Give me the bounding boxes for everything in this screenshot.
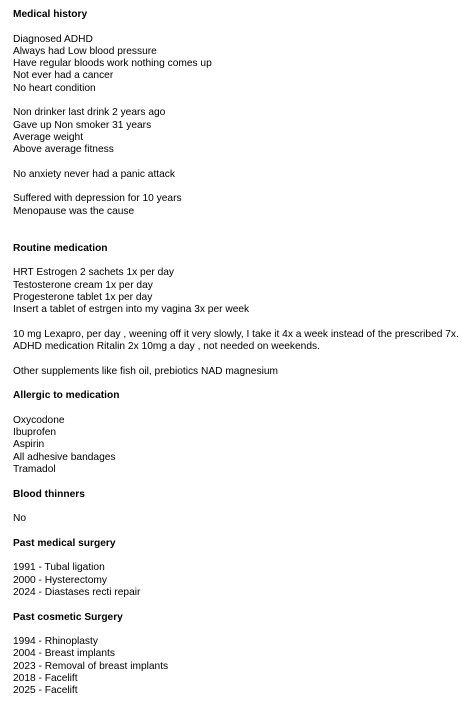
list-item: 2000 - Hysterectomy [13,574,107,586]
text-line: Average weight [13,131,84,143]
section-heading-past-cosmetic-surgery: Past cosmetic Surgery [13,611,123,623]
list-item: Oxycodone [13,414,65,426]
text-line: Progesterone tablet 1x per day [13,291,153,303]
section-heading-blood-thinners: Blood thinners [13,488,85,500]
text-line: Insert a tablet of estrgen into my vagina 3x per week [13,304,250,316]
list-item: 2023 - Removal of breast implants [13,660,169,672]
text-line: ADHD medication Ritalin 2x 10mg a day , not needed on weekends. [13,341,320,353]
text-line: Not ever had a cancer [13,70,114,82]
section-heading-medical-history: Medical history [13,9,88,20]
list-item: Ibuprofen [13,427,57,439]
list-item: 1991 - Tubal ligation [13,562,105,574]
section-heading-allergic: Allergic to medication [13,390,120,402]
text-line: Testosterone cream 1x per day [13,279,153,291]
text-line: Menopause was the cause [13,205,135,217]
text-line: HRT Estrogen 2 sachets 1x per day [13,267,175,279]
list-item: Aspirin [13,439,45,451]
text-line: Gave up Non smoker 31 years [13,119,152,131]
text-line: No heart condition [13,82,96,94]
section-heading-past-medical-surgery: Past medical surgery [13,537,116,549]
list-item: 2024 - Diastases recti repair [13,586,141,598]
text-line: Always had Low blood pressure [13,45,157,57]
text-line: Above average fitness [13,144,114,156]
list-item: 2025 - Facelift [13,685,78,697]
list-item: 1994 - Rhinoplasty [13,636,98,648]
text-line: Suffered with depression for 10 years [13,193,182,205]
text-line: Diagnosed ADHD [13,33,93,45]
text-line: No anxiety never had a panic attack [13,168,175,180]
list-item: 2018 - Facelift [13,673,78,685]
text-line: Non drinker last drink 2 years ago [13,107,166,119]
list-item: No [13,513,27,525]
list-item: All adhesive bandages [13,451,116,463]
text-line: Have regular bloods work nothing comes up [13,58,212,70]
text-line: 10 mg Lexapro, per day , weening off it very slowly, I take it 4x a week instead of the prescribed 7x. [13,328,459,340]
section-heading-routine-medication: Routine medication [13,242,108,254]
text-line: Other supplements like fish oil, prebiotics NAD magnesium [13,365,278,377]
list-item: Tramadol [13,463,56,475]
list-item: 2004 - Breast implants [13,648,115,660]
